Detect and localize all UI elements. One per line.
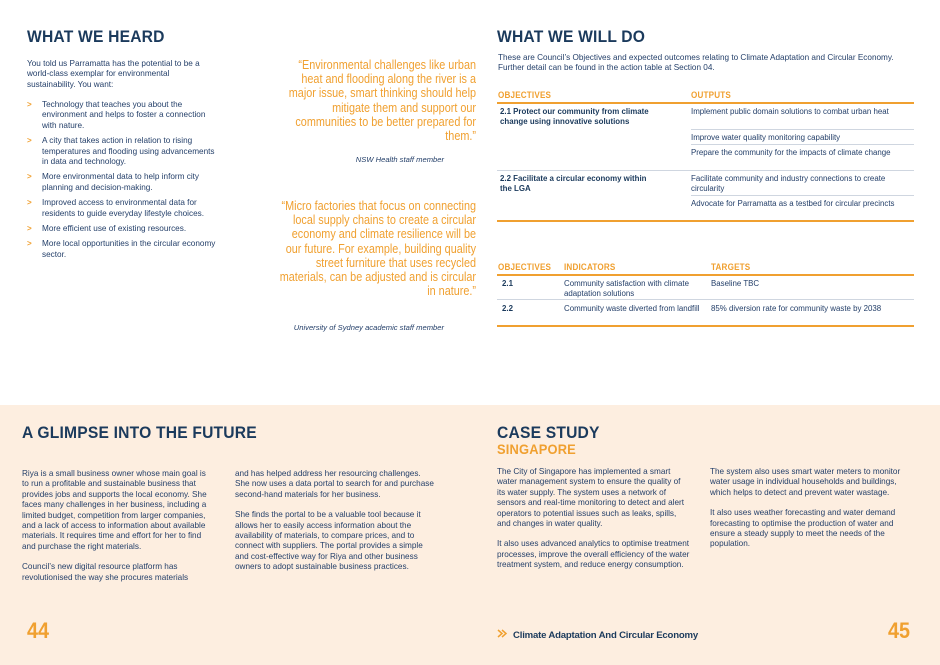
list-item: > Technology that teaches you about the environment and helps to foster a connection with nature. (27, 100, 206, 130)
paragraph: It also uses weather forecasting and water demand forecasting to optimise the production of water and ensure a steady supply to meet the needs of the population. (710, 508, 896, 549)
paragraph: Riya is a small business owner whose main goal is to run a profitable and sustainable business that provides jobs and supports the local economy. She faces many challenges in her business, including a limited budget, competition from larger companies, and a lack of access to information about available materials. It requires time and effort for her to find and purchase the right materials. (22, 469, 207, 551)
paragraph: It also uses advanced analytics to optimise treatment processes, improve the overall efficiency of the water treatment system, and reduce energy consumption. (497, 539, 690, 570)
heard-list (27, 100, 217, 265)
list-item: > More environmental data to help inform city planning and decision-making. (27, 172, 200, 192)
chevron-bullet-icon: > (27, 198, 32, 208)
output-cell: Advocate for Parramatta as a testbed for circular precincts (691, 199, 895, 208)
chevron-bullet-icon: > (27, 100, 32, 109)
pull-quote-academic: “Micro factories that focus on connecting local supply chains to create a circular economy and climate resilience will be our future. For example, building quality street furniture that uses recycled materials, can be adjusted and is circular in nature.” (279, 199, 476, 299)
table-row-objective: 2.1 (502, 279, 513, 288)
table-row-target: Baseline TBC (711, 279, 760, 288)
paragraph: She finds the portal to be a valuable tool because it allows her to easily access information about the availability of materials, to compare prices, and to connect with suppliers. The portal provides a simple and cost-effective way for Riya and other business owners to adopt sustainable business practices. (235, 510, 423, 572)
quote-attribution-health: NSW Health staff member (355, 155, 444, 164)
paragraph: The City of Singapore has implemented a smart water management system to ensure the quality of its water supply. The system uses a network of sensors and real-time monitoring to detect and alert operators to potential issues such as leaks, spills, and changes in water quality. (497, 467, 685, 529)
page-number-right: 45 (888, 618, 911, 643)
list-item: > A city that takes action in relation to rising temperatures and flooding using advancements in data and technology. (27, 136, 215, 167)
list-item: > More efficient use of existing resources. (27, 224, 187, 234)
what-we-heard-title: WHAT WE HEARD (27, 27, 165, 46)
chevron-arrows-icon (497, 629, 509, 641)
paragraph: and has helped address her resourcing challenges. She now uses a data portal to search for and purchase second-hand materials for her business. (235, 469, 434, 499)
output-cell: Implement public domain solutions to combat urban heat (691, 107, 889, 116)
case-study-column-1 (497, 467, 690, 571)
table-header-indicators: INDICATORS (564, 262, 616, 272)
output-cell: Improve water quality monitoring capability (691, 133, 841, 142)
glimpse-title: A GLIMPSE INTO THE FUTURE (22, 423, 257, 442)
case-study-title: CASE STUDY (497, 423, 600, 442)
chevron-bullet-icon: > (27, 136, 32, 146)
case-study-column-2 (710, 467, 908, 550)
paragraph: Council’s new digital resource platform has revolutionised the way she procures materials (22, 562, 189, 582)
objective-2-1: 2.1 Protect our community from climate change using innovative solutions (500, 107, 649, 126)
table-header-targets: TARGETS (711, 262, 751, 272)
table-row-objective: 2.2 (502, 304, 513, 313)
table-row-indicator: Community satisfaction with climate adaptation solutions (564, 279, 689, 298)
quote-attribution-academic: University of Sydney academic staff member (293, 323, 444, 332)
objective-2-2: 2.2 Facilitate a circular economy within the LGA (500, 174, 647, 193)
footer-section-title (497, 629, 698, 641)
page-number-left: 44 (27, 618, 50, 643)
chevron-bullet-icon: > (27, 224, 32, 234)
table-row-target: 85% diversion rate for community waste by 2038 (711, 304, 882, 313)
table-header-outputs: OUTPUTS (691, 90, 731, 100)
table-header-objectives: OBJECTIVES (498, 90, 552, 100)
glimpse-column-2 (235, 469, 435, 573)
will-do-intro: These are Council’s Objectives and expected outcomes relating to Climate Adaptation and Circular Economy. Further detail can be found in the action table at Section 04. (498, 53, 894, 73)
output-cell: Prepare the community for the impacts of climate change (691, 148, 891, 157)
pull-quote-health: “Environmental challenges like urban heat and flooding along the river is a major issue, smart thinking should help mitigate them and support our communities to be better prepared for them.” (288, 58, 476, 144)
chevron-bullet-icon: > (27, 172, 32, 182)
table-row-indicator: Community waste diverted from landfill (564, 304, 700, 313)
paragraph: The system also uses smart water meters to monitor water usage in individual households and buildings, which helps to detect and prevent water wastage. (710, 467, 901, 497)
case-study-subtitle: SINGAPORE (497, 441, 576, 457)
heard-intro: You told us Parramatta has the potential to be a world-class exemplar for environmental sustainability. You want: (27, 59, 200, 89)
list-item: > More local opportunities in the circular economy sector. (27, 239, 216, 259)
glimpse-column-1 (22, 469, 212, 583)
output-cell: Facilitate community and industry connections to create circularity (691, 174, 886, 193)
table-header-objectives: OBJECTIVES (498, 262, 552, 272)
footer-title-text: Climate Adaptation And Circular Economy (513, 629, 698, 641)
chevron-bullet-icon: > (27, 239, 32, 249)
what-we-will-do-title: WHAT WE WILL DO (497, 27, 646, 46)
list-item: > Improved access to environmental data for residents to guide everyday lifestyle choices. (27, 198, 205, 218)
